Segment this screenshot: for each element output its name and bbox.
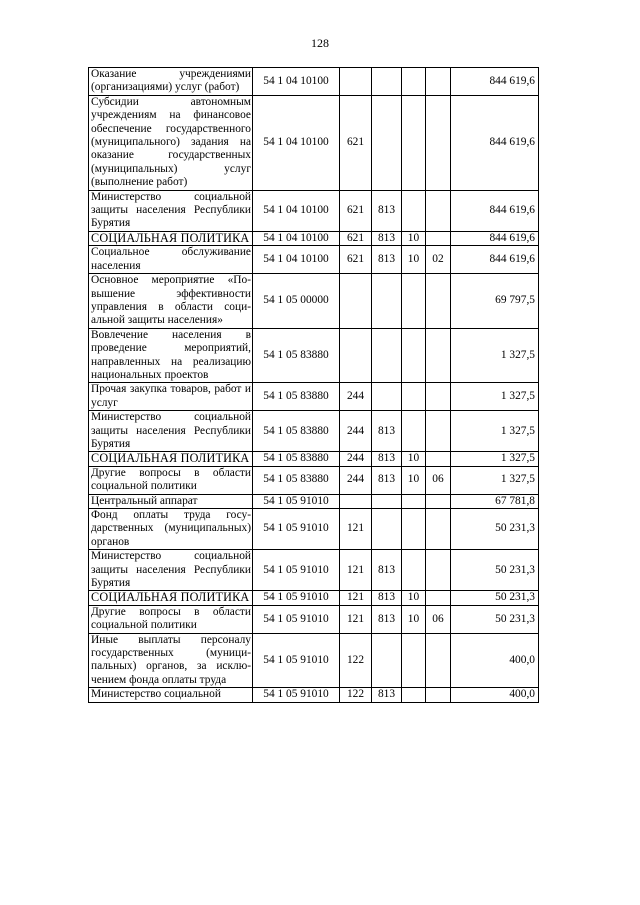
- expense-type-cell: 122: [340, 688, 372, 702]
- target-article-cell: 54 1 04 10100: [253, 68, 340, 96]
- table-row: [89, 383, 539, 411]
- table-row: [89, 411, 539, 452]
- subsection-cell: 06: [426, 605, 451, 633]
- expense-name-cell: СОЦИАЛЬНАЯ ПОЛИТИКА: [89, 452, 253, 466]
- expense-type-cell: 121: [340, 605, 372, 633]
- ministry-code-cell: 813: [372, 231, 402, 245]
- target-article-cell: 54 1 05 91010: [253, 605, 340, 633]
- subsection-cell: [426, 190, 451, 231]
- ministry-code-cell: 813: [372, 605, 402, 633]
- amount-cell: 50 231,3: [451, 509, 539, 550]
- section-cell: [402, 68, 426, 96]
- ministry-code-cell: [372, 274, 402, 329]
- subsection-cell: [426, 274, 451, 329]
- amount-cell: 50 231,3: [451, 550, 539, 591]
- ministry-code-cell: [372, 633, 402, 688]
- expense-name-cell: Иные выплаты персоналу государственных (муниципальных) органов, за исключением фонда оплаты труда: [89, 633, 253, 688]
- subsection-cell: [426, 231, 451, 245]
- table-row: [89, 190, 539, 231]
- ministry-code-cell: [372, 509, 402, 550]
- section-cell: 10: [402, 466, 426, 494]
- ministry-code-cell: 813: [372, 246, 402, 274]
- amount-cell: 400,0: [451, 688, 539, 702]
- target-article-cell: 54 1 05 83880: [253, 466, 340, 494]
- amount-cell: 1 327,5: [451, 411, 539, 452]
- target-article-cell: 54 1 05 91010: [253, 591, 340, 605]
- table-row: [89, 246, 539, 274]
- subsection-cell: [426, 411, 451, 452]
- amount-cell: 844 619,6: [451, 190, 539, 231]
- expense-type-cell: 621: [340, 231, 372, 245]
- subsection-cell: [426, 494, 451, 508]
- table-row: [89, 452, 539, 466]
- ministry-code-cell: [372, 68, 402, 96]
- subsection-cell: [426, 95, 451, 190]
- target-article-cell: 54 1 05 91010: [253, 688, 340, 702]
- target-article-cell: 54 1 05 91010: [253, 633, 340, 688]
- expense-type-cell: [340, 68, 372, 96]
- section-cell: [402, 633, 426, 688]
- expense-type-cell: 244: [340, 452, 372, 466]
- target-article-cell: 54 1 05 83880: [253, 452, 340, 466]
- section-cell: [402, 383, 426, 411]
- subsection-cell: [426, 591, 451, 605]
- table-row: [89, 231, 539, 245]
- amount-cell: 844 619,6: [451, 231, 539, 245]
- amount-cell: 50 231,3: [451, 591, 539, 605]
- expense-name-cell: Субсидии автономным учреждениям на финансовое обеспечение государственного (муниципального) задания на оказание государственных (муниципальных) услуг (выполнение работ): [89, 95, 253, 190]
- budget-table: [88, 67, 539, 703]
- subsection-cell: 02: [426, 246, 451, 274]
- section-cell: 10: [402, 452, 426, 466]
- section-cell: [402, 688, 426, 702]
- expense-name-cell: Фонд оплаты труда государственных (муниципальных) органов: [89, 509, 253, 550]
- section-cell: [402, 95, 426, 190]
- section-cell: [402, 274, 426, 329]
- expense-name-cell: Оказание учреждениями (организациями) услуг (работ): [89, 68, 253, 96]
- table-row: [89, 494, 539, 508]
- amount-cell: 1 327,5: [451, 383, 539, 411]
- ministry-code-cell: [372, 328, 402, 383]
- expense-type-cell: 122: [340, 633, 372, 688]
- expense-type-cell: [340, 494, 372, 508]
- target-article-cell: 54 1 05 83880: [253, 383, 340, 411]
- expense-name-cell: СОЦИАЛЬНАЯ ПОЛИТИКА: [89, 231, 253, 245]
- amount-cell: 1 327,5: [451, 452, 539, 466]
- amount-cell: 844 619,6: [451, 68, 539, 96]
- target-article-cell: 54 1 04 10100: [253, 190, 340, 231]
- ministry-code-cell: [372, 95, 402, 190]
- expense-type-cell: 121: [340, 591, 372, 605]
- ministry-code-cell: [372, 383, 402, 411]
- expense-type-cell: 244: [340, 411, 372, 452]
- section-cell: 10: [402, 605, 426, 633]
- target-article-cell: 54 1 05 83880: [253, 328, 340, 383]
- section-cell: [402, 550, 426, 591]
- expense-name-cell: Центральный аппарат: [89, 494, 253, 508]
- section-cell: 10: [402, 231, 426, 245]
- amount-cell: 69 797,5: [451, 274, 539, 329]
- expense-name-cell: Министерство социальной защиты населения Республики Бурятия: [89, 411, 253, 452]
- expense-name-cell: Прочая закупка товаров, работ и услуг: [89, 383, 253, 411]
- section-cell: [402, 494, 426, 508]
- expense-type-cell: [340, 328, 372, 383]
- target-article-cell: 54 1 05 91010: [253, 509, 340, 550]
- subsection-cell: [426, 383, 451, 411]
- table-row: [89, 68, 539, 96]
- table-row: [89, 688, 539, 702]
- subsection-cell: [426, 68, 451, 96]
- page-number: 128: [311, 36, 329, 50]
- expense-name-cell: Министерство социальной защиты населения Республики Бурятия: [89, 550, 253, 591]
- table-row: [89, 550, 539, 591]
- expense-name-cell: Министерство социальной защиты населения Республики Бурятия: [89, 190, 253, 231]
- ministry-code-cell: 813: [372, 411, 402, 452]
- target-article-cell: 54 1 04 10100: [253, 95, 340, 190]
- subsection-cell: [426, 550, 451, 591]
- subsection-cell: [426, 633, 451, 688]
- target-article-cell: 54 1 05 00000: [253, 274, 340, 329]
- expense-type-cell: 621: [340, 246, 372, 274]
- expense-name-cell: Министерство социальной: [89, 688, 253, 702]
- table-row: [89, 591, 539, 605]
- amount-cell: 1 327,5: [451, 466, 539, 494]
- expense-type-cell: 121: [340, 509, 372, 550]
- section-cell: [402, 509, 426, 550]
- table-row: [89, 466, 539, 494]
- target-article-cell: 54 1 04 10100: [253, 231, 340, 245]
- ministry-code-cell: 813: [372, 550, 402, 591]
- ministry-code-cell: 813: [372, 466, 402, 494]
- expense-type-cell: 621: [340, 95, 372, 190]
- expense-name-cell: Социальное обслуживание населения: [89, 246, 253, 274]
- expense-type-cell: 621: [340, 190, 372, 231]
- subsection-cell: [426, 328, 451, 383]
- table-row: [89, 328, 539, 383]
- ministry-code-cell: 813: [372, 452, 402, 466]
- amount-cell: 67 781,8: [451, 494, 539, 508]
- subsection-cell: [426, 509, 451, 550]
- expense-type-cell: 244: [340, 466, 372, 494]
- table-row: [89, 274, 539, 329]
- amount-cell: 400,0: [451, 633, 539, 688]
- amount-cell: 1 327,5: [451, 328, 539, 383]
- subsection-cell: [426, 452, 451, 466]
- section-cell: 10: [402, 591, 426, 605]
- subsection-cell: [426, 688, 451, 702]
- expense-type-cell: 121: [340, 550, 372, 591]
- section-cell: 10: [402, 246, 426, 274]
- section-cell: [402, 328, 426, 383]
- amount-cell: 50 231,3: [451, 605, 539, 633]
- amount-cell: 844 619,6: [451, 246, 539, 274]
- target-article-cell: 54 1 05 83880: [253, 411, 340, 452]
- expense-type-cell: 244: [340, 383, 372, 411]
- table-row: [89, 509, 539, 550]
- table-row: [89, 95, 539, 190]
- ministry-code-cell: 813: [372, 688, 402, 702]
- expense-name-cell: СОЦИАЛЬНАЯ ПОЛИТИКА: [89, 591, 253, 605]
- expense-name-cell: Другие вопросы в области социальной политики: [89, 605, 253, 633]
- section-cell: [402, 411, 426, 452]
- section-cell: [402, 190, 426, 231]
- ministry-code-cell: 813: [372, 591, 402, 605]
- target-article-cell: 54 1 04 10100: [253, 246, 340, 274]
- target-article-cell: 54 1 05 91010: [253, 550, 340, 591]
- ministry-code-cell: 813: [372, 190, 402, 231]
- ministry-code-cell: [372, 494, 402, 508]
- expense-name-cell: Вовлечение населения в проведение мероприятий, направленных на реализацию национальных проектов: [89, 328, 253, 383]
- table-row: [89, 633, 539, 688]
- target-article-cell: 54 1 05 91010: [253, 494, 340, 508]
- expense-name-cell: Основное мероприятие «Повышение эффективности управления в области социальной защиты населения»: [89, 274, 253, 329]
- amount-cell: 844 619,6: [451, 95, 539, 190]
- expense-name-cell: Другие вопросы в области социальной политики: [89, 466, 253, 494]
- table-row: [89, 605, 539, 633]
- subsection-cell: 06: [426, 466, 451, 494]
- expense-type-cell: [340, 274, 372, 329]
